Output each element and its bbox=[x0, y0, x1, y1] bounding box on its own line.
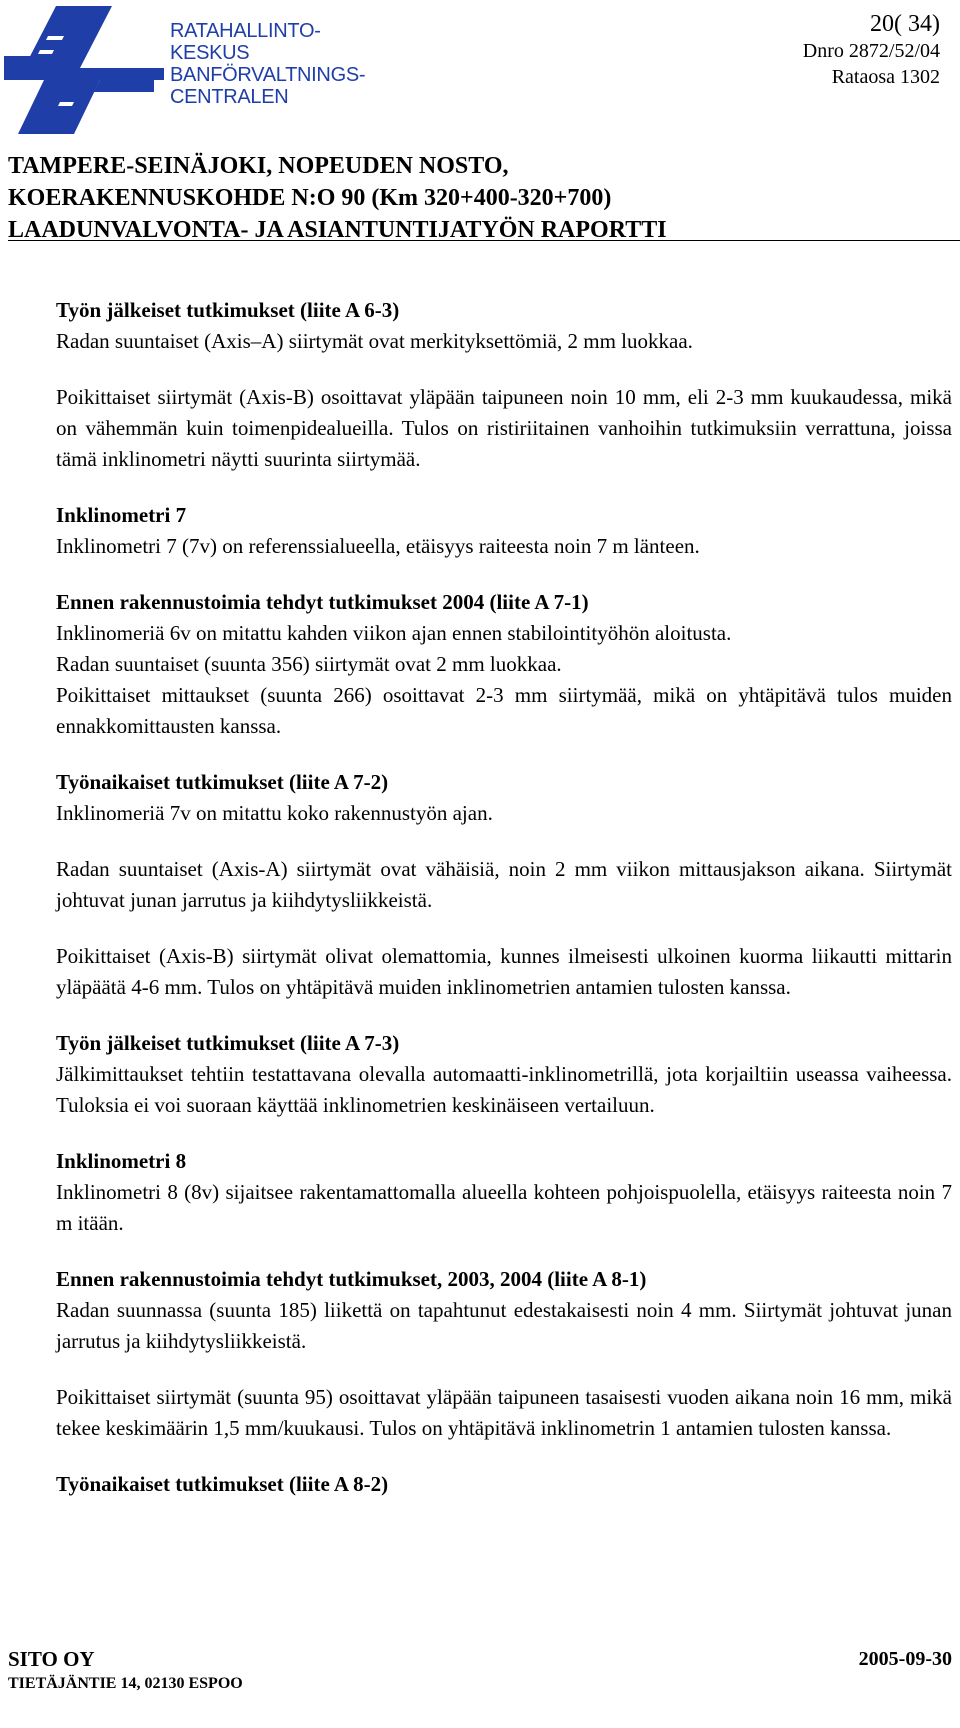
org-name-line: KESKUS bbox=[170, 42, 250, 64]
paragraph-text: Inklinometri 7 (7v) on referenssialueella, etäisyys raiteesta noin 7 m länteen. bbox=[56, 534, 700, 558]
company-name: SITO OY bbox=[8, 1647, 95, 1671]
section-heading: Ennen rakennustoimia tehdyt tutkimukset, 2003, 2004 (liite A 8-1) bbox=[56, 1267, 647, 1291]
section-block bbox=[56, 500, 952, 562]
section-heading: Työnaikaiset tutkimukset (liite A 7-2) bbox=[56, 770, 389, 794]
paragraph-text: Radan suuntaiset (Axis–A) siirtymät ovat merkityksettömiä, 2 mm luokkaa. bbox=[56, 329, 693, 353]
section-heading: Työn jälkeiset tutkimukset (liite A 6-3) bbox=[56, 298, 400, 322]
section-block bbox=[56, 295, 952, 357]
title-divider bbox=[8, 240, 960, 241]
section-heading: Työnaikaiset tutkimukset (liite A 8-2) bbox=[56, 1472, 389, 1496]
logo-emblem-icon bbox=[4, 6, 169, 134]
page-info bbox=[803, 10, 940, 90]
paragraph-text: Inklinomeriä 7v on mitattu koko rakennustyön ajan. bbox=[56, 801, 493, 825]
paragraph-text: Jälkimittaukset tehtiin testattavana olevalla automaatti-inklinometrillä, jota korjailtiin useassa vaiheessa. Tuloksia ei voi suoraan käyttää inklinometrien keskinäiseen vertailuun. bbox=[56, 1062, 952, 1117]
section-block bbox=[56, 587, 952, 742]
paragraph-text: Inklinometri 8 (8v) sijaitsee rakentamattomalla alueella kohteen pohjoispuolella, etäisyys raiteesta noin 7 m itään. bbox=[56, 1180, 952, 1235]
paragraph: Poikittaiset siirtymät (suunta 95) osoittavat yläpään taipuneen tasaisesti vuoden aikana noin 16 mm, mikä tekee keskimäärin 1,5 mm/kuukausi. Tulos on yhtäpitävä inklinometrin 1 antamien tulosten kanssa. bbox=[56, 1385, 952, 1440]
paragraph-text: Radan suunnassa (suunta 185) liikettä on tapahtunut edestakaisesti noin 4 mm. Siirtymät johtuvat junan jarrutus ja kiihdytysliikkeistä. bbox=[56, 1298, 952, 1353]
paragraph-text: Radan suuntaiset (suunta 356) siirtymät ovat 2 mm luokkaa. bbox=[56, 652, 562, 676]
org-name-line: RATAHALLINTO- bbox=[170, 20, 321, 42]
document-number: Dnro 2872/52/04 bbox=[802, 40, 940, 62]
section-heading: Ennen rakennustoimia tehdyt tutkimukset 2004 (liite A 7-1) bbox=[56, 590, 589, 614]
org-name-line: BANFÖRVALTNINGS- bbox=[170, 64, 366, 86]
section-block bbox=[56, 767, 952, 829]
section-heading: Työn jälkeiset tutkimukset (liite A 7-3) bbox=[56, 1031, 400, 1055]
footer-date: 2005-09-30 bbox=[858, 1648, 952, 1670]
section-heading: Inklinometri 8 bbox=[56, 1149, 187, 1173]
paragraph: Poikittaiset (Axis-B) siirtymät olivat olemattomia, kunnes ilmeisesti ulkoinen kuorma liikautti mittarin yläpäätä 4-6 mm. Tulos on yhtäpitävä muiden inklinometrien antamien tulosten kanssa. bbox=[56, 944, 952, 999]
section-heading: Inklinometri 7 bbox=[56, 503, 187, 527]
paragraph: Radan suuntaiset (Axis-A) siirtymät ovat vähäisiä, noin 2 mm viikon mittausjakson aikana. Siirtymät johtuvat junan jarrutus ja kiihdytysliikkeistä. bbox=[56, 857, 952, 912]
page-number: 20( 34) bbox=[870, 11, 940, 37]
title-line: TAMPERE-SEINÄJOKI, NOPEUDEN NOSTO, bbox=[8, 153, 509, 179]
footer-company-block bbox=[8, 1646, 243, 1696]
section-block bbox=[56, 1264, 952, 1357]
section-block bbox=[56, 1146, 952, 1239]
document-body bbox=[56, 295, 952, 1500]
report-title bbox=[8, 150, 958, 246]
paragraph-text: Inklinomeriä 6v on mitattu kahden viikon ajan ennen stabilointityöhön aloitusta. bbox=[56, 621, 732, 645]
title-line: KOERAKENNUSKOHDE N:O 90 (Km 320+400-320+700) bbox=[8, 185, 612, 211]
paragraph-text: Poikittaiset mittaukset (suunta 266) osoittavat 2-3 mm siirtymää, mikä on yhtäpitävä tulos muiden ennakkomittausten kanssa. bbox=[56, 683, 952, 738]
organization-name bbox=[170, 20, 365, 108]
org-name-line: CENTRALEN bbox=[170, 86, 289, 108]
organization-logo bbox=[4, 6, 169, 134]
company-address: TIETÄJÄNTIE 14, 02130 ESPOO bbox=[8, 1675, 243, 1692]
paragraph: Poikittaiset siirtymät (Axis-B) osoittavat yläpään taipuneen noin 10 mm, eli 2-3 mm kuukaudessa, mikä on vähemmän kuin toimenpidealueilla. Tulos on ristiriitainen vanhoihin tutkimuksiin verrattuna, joissa tämä inklinometri näytti suurinta siirtymää. bbox=[56, 385, 952, 471]
track-section: Rataosa 1302 bbox=[831, 66, 940, 88]
title-line: LAADUNVALVONTA- JA ASIANTUNTIJATYÖN RAPORTTI bbox=[8, 217, 667, 243]
section-block bbox=[56, 1028, 952, 1121]
